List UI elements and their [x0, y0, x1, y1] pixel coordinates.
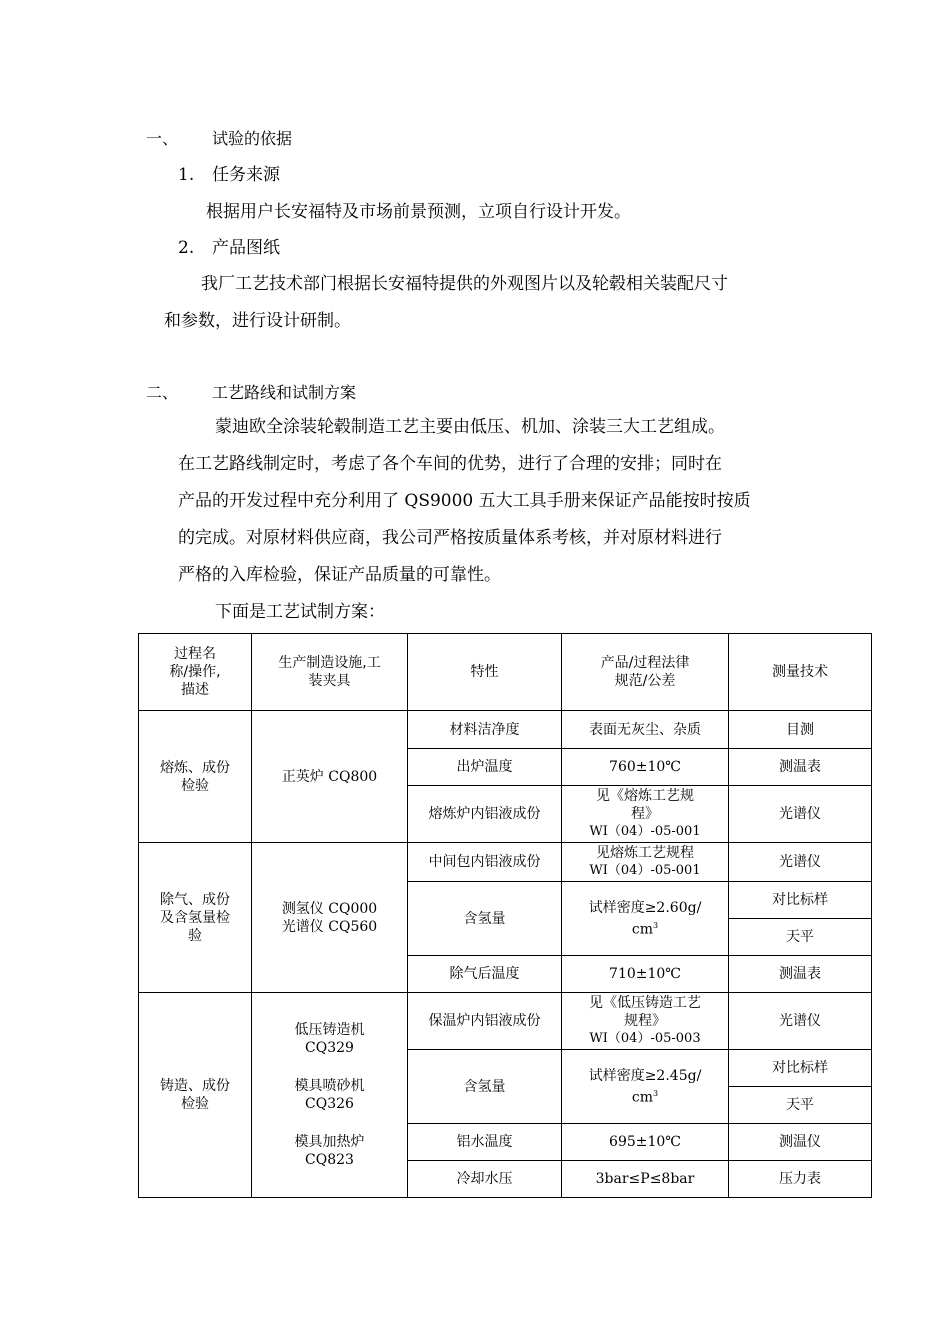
section2-paragraph-line: 产品的开发过程中充分利用了 QS9000 五大工具手册来保证产品能按时按质 — [178, 491, 751, 511]
spec-cell: 695±10℃ — [562, 1124, 729, 1161]
spec-cell: 见《低压铸造工艺 规程》 WI（04）-05-003 — [562, 993, 729, 1050]
table-intro: 下面是工艺试制方案： — [215, 602, 385, 622]
table-row — [139, 993, 872, 1050]
spec-cell: 710±10℃ — [562, 956, 729, 993]
item2-text-line: 我厂工艺技术部门根据长安福特提供的外观图片以及轮毂相关装配尺寸 — [201, 274, 728, 294]
process-cell: 熔炼、成份 检验 — [139, 711, 252, 843]
table-row — [139, 711, 872, 749]
header-feature: 特性 — [408, 634, 562, 711]
measure-cell: 压力表 — [729, 1161, 872, 1198]
feature-cell: 冷却水压 — [408, 1161, 562, 1198]
feature-cell: 中间包内铝液成份 — [408, 843, 562, 882]
section2-heading: 工艺路线和试制方案 — [212, 383, 357, 402]
header-measure: 测量技术 — [729, 634, 872, 711]
feature-cell: 含氢量 — [408, 1050, 562, 1124]
measure-cell: 天平 — [729, 1087, 872, 1124]
measure-cell: 光谱仪 — [729, 843, 872, 882]
section2-paragraph-line: 的完成。对原材料供应商，我公司严格按质量体系考核，并对原材料进行 — [178, 528, 722, 548]
measure-cell: 测温仪 — [729, 1124, 872, 1161]
measure-cell: 目测 — [729, 711, 872, 749]
table-row — [139, 843, 872, 882]
feature-cell: 熔炼炉内铝液成份 — [408, 786, 562, 843]
section1-heading: 试验的依据 — [212, 129, 293, 148]
measure-cell: 对比标样 — [729, 1050, 872, 1087]
feature-cell: 除气后温度 — [408, 956, 562, 993]
feature-cell: 含氢量 — [408, 882, 562, 956]
item2-heading: 产品图纸 — [212, 238, 280, 258]
table-header-row — [139, 634, 872, 711]
section2-number: 二、 — [146, 383, 179, 402]
equipment-cell: 测氢仪 CQ000 光谱仪 CQ560 — [252, 843, 408, 993]
process-cell: 铸造、成份 检验 — [139, 993, 252, 1198]
spec-cell: 3bar≤P≤8bar — [562, 1161, 729, 1198]
spec-cell: 表面无灰尘、杂质 — [562, 711, 729, 749]
feature-cell: 铝水温度 — [408, 1124, 562, 1161]
feature-cell: 材料洁净度 — [408, 711, 562, 749]
process-plan-table — [138, 633, 872, 1198]
item1-heading: 任务来源 — [212, 165, 280, 185]
measure-cell: 测温表 — [729, 749, 872, 786]
measure-cell: 测温表 — [729, 956, 872, 993]
item2-text-line: 和参数，进行设计研制。 — [164, 311, 351, 331]
measure-cell: 天平 — [729, 919, 872, 956]
item1-text: 根据用户长安福特及市场前景预测，立项自行设计开发。 — [206, 202, 631, 222]
item1-number: 1. — [178, 165, 195, 185]
section2-paragraph-line: 蒙迪欧全涂装轮毂制造工艺主要由低压、机加、涂装三大工艺组成。 — [215, 417, 725, 437]
item2-number: 2. — [178, 238, 195, 258]
spec-cell: 760±10℃ — [562, 749, 729, 786]
feature-cell: 保温炉内铝液成份 — [408, 993, 562, 1050]
spec-cell: 试样密度≥2.60g/ $cm^3$ — [562, 882, 729, 956]
spec-cell: 试样密度≥2.45g/ $cm^3$ — [562, 1050, 729, 1124]
section2-paragraph-line: 严格的入库检验，保证产品质量的可靠性。 — [178, 565, 501, 585]
header-spec: 产品/过程法律 规范/公差 — [562, 634, 729, 711]
section2-paragraph-line: 在工艺路线制定时，考虑了各个车间的优势，进行了合理的安排；同时在 — [178, 454, 722, 474]
measure-cell: 光谱仪 — [729, 786, 872, 843]
equipment-cell: 正英炉 CQ800 — [252, 711, 408, 843]
spec-cell: 见《熔炼工艺规 程》 WI（04）-05-001 — [562, 786, 729, 843]
section1-number: 一、 — [146, 129, 179, 148]
header-equipment: 生产制造设施,工 装夹具 — [252, 634, 408, 711]
measure-cell: 对比标样 — [729, 882, 872, 919]
measure-cell: 光谱仪 — [729, 993, 872, 1050]
feature-cell: 出炉温度 — [408, 749, 562, 786]
equipment-cell: 低压铸造机 CQ329 模具喷砂机 CQ326 模具加热炉 CQ823 — [252, 993, 408, 1198]
spec-cell: 见熔炼工艺规程 WI（04）-05-001 — [562, 843, 729, 882]
process-cell: 除气、成份 及含氢量检 验 — [139, 843, 252, 993]
header-process: 过程名 称/操作, 描述 — [139, 634, 252, 711]
